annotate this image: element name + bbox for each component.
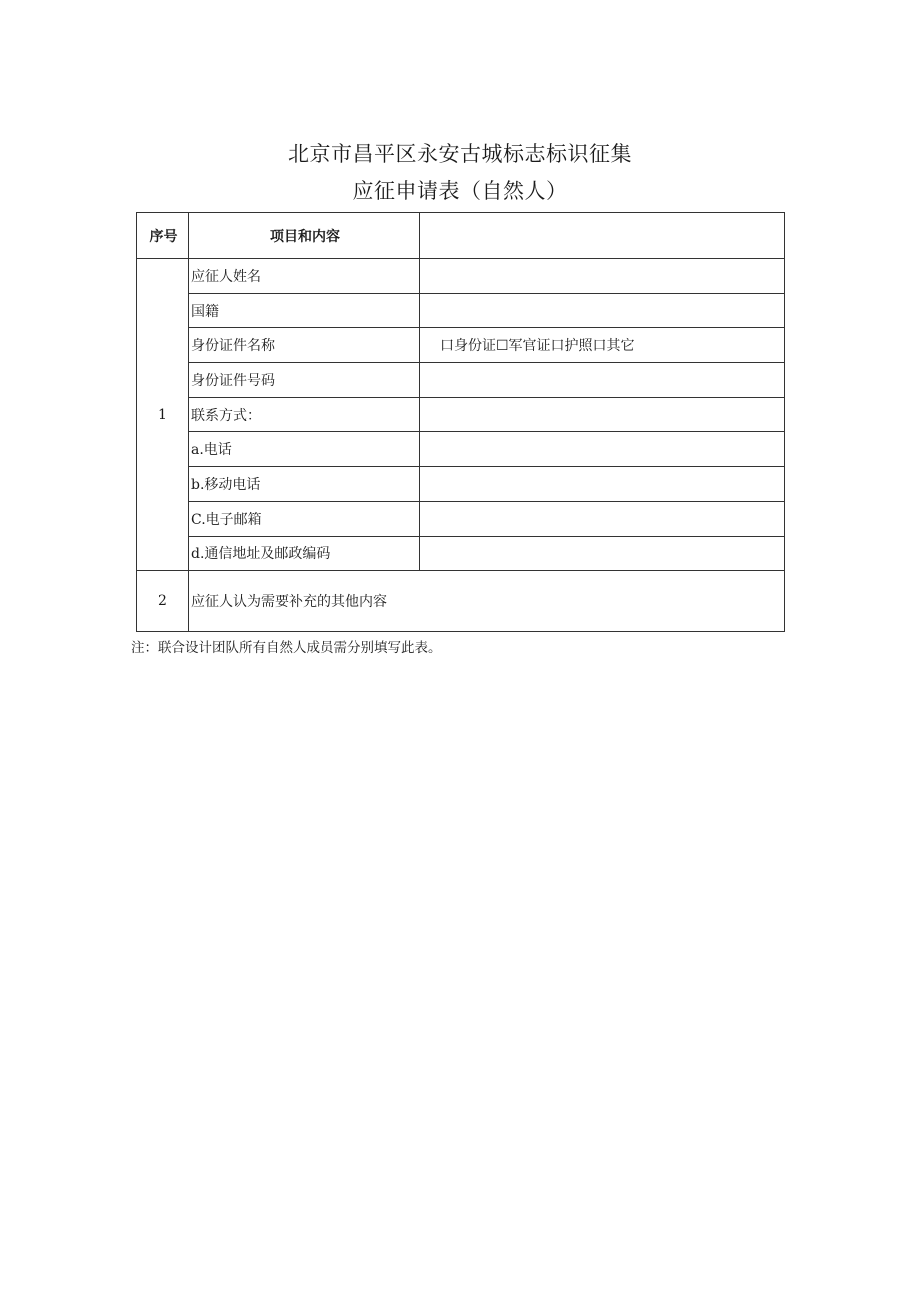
row-label-id-type: 身份证件名称 [189,328,420,363]
table-row [137,363,785,398]
row-label-name: 应征人姓名 [189,259,420,294]
form-note: 注：联合设计团队所有自然人成员需分别填写此表。 [131,640,442,656]
row-value-mobile[interactable] [420,467,785,502]
row-value-contact[interactable] [420,397,785,432]
table-header-row [137,213,785,259]
row-label-email: C.电子邮箱 [189,501,420,536]
row-label-mobile: b.移动电话 [189,467,420,502]
table-row [137,397,785,432]
row-value-id-number[interactable] [420,363,785,398]
row-label-address: d.通信地址及邮政编码 [189,536,420,571]
header-number: 序号 [137,213,189,259]
row-label-phone: a.电话 [189,432,420,467]
row-label-contact: 联系方式： [189,397,420,432]
row-value-id-type-options[interactable]: 口身份证☐军官证口护照口其它 [420,328,785,363]
application-form-table [136,212,785,632]
row-value-email[interactable] [420,501,785,536]
section-number-1: 1 [137,259,189,571]
row-value-name[interactable] [420,259,785,294]
header-value [420,213,785,259]
row-value-address[interactable] [420,536,785,571]
row-label-nationality: 国籍 [189,293,420,328]
table-row [137,293,785,328]
form-subtitle: 应征申请表（自然人） [352,179,568,203]
table-row [137,259,785,294]
table-row [137,328,785,363]
row-value-nationality[interactable] [420,293,785,328]
row-label-other-content[interactable]: 应征人认为需要补充的其他内容 [189,571,785,632]
row-label-id-number: 身份证件号码 [189,363,420,398]
table-row [137,536,785,571]
table-row [137,501,785,536]
row-value-phone[interactable] [420,432,785,467]
table-row [137,571,785,632]
table-row [137,467,785,502]
header-item: 项目和内容 [189,213,420,259]
table-row [137,432,785,467]
section-number-2: 2 [137,571,189,632]
form-title: 北京市昌平区永安古城标志标识征集 [288,142,632,166]
